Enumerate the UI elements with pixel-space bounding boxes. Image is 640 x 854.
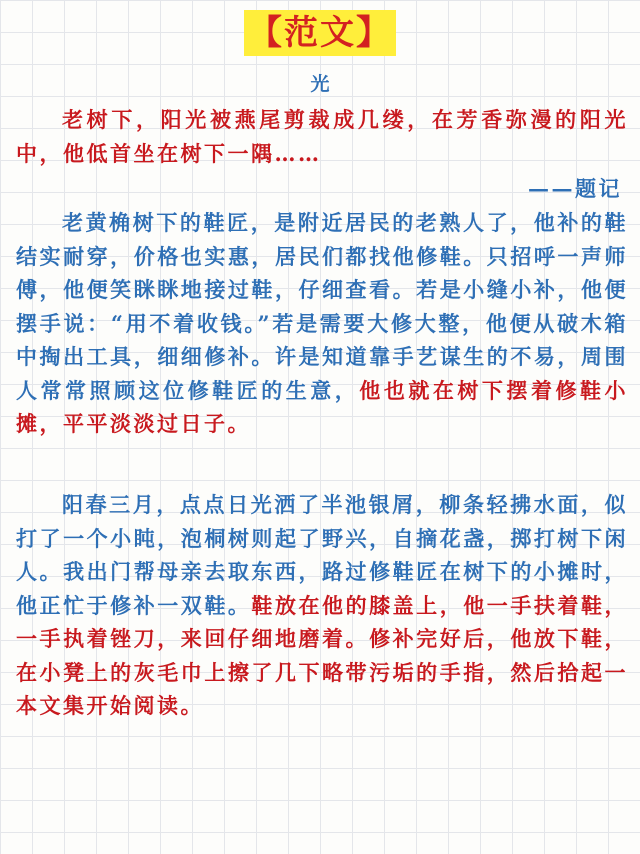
- epigraph: 老树下，阳光被燕尾剪裁成几缕，在芳香弥漫的阳光中，他低首坐在树下一隅……: [16, 107, 628, 166]
- paragraph-2: [16, 488, 628, 723]
- paragraph-1: [16, 206, 628, 441]
- paragraph-1-red-text: 他也就在树下摆着修鞋小摊，平平淡淡过日子。: [16, 377, 629, 436]
- paragraph-1-blue-text: 老黄桷树下的鞋匠，是附近居民的老熟人了，他补的鞋结实耐穿，价格也实惠，居民们都找他修鞋。只招呼一声师傅，他便笑眯眯地接过鞋，仔细查看。若是小缝小补，他便摆手说：“用不着收钱。”若是需要大修大整，他便从破木箱中掏出工具，细细修补。许是知道靠手艺谋生的不易，周围人常常照顾这位修鞋匠的生意，: [16, 210, 628, 403]
- section-title: 【范文】: [244, 10, 396, 56]
- header: [0, 10, 640, 56]
- epigraph-signature: ——题记: [528, 176, 622, 201]
- paragraph-2-blue-text: 阳春三月，点点日光洒了半池银屑，柳条轻拂水面，似打了一个小盹，泡桐树则起了野兴，自摘花盏，掷打树下闲人。我出门帮母亲去取东西，路过修鞋匠在树下的小摊时，他正忙于修补一双鞋。: [16, 492, 628, 618]
- paragraph-2-red-text: 鞋放在他的膝盖上，他一手扶着鞋，一手执着锉刀，来回仔细地磨着。修补完好后，他放下鞋，在小凳上的灰毛巾上擦了几下略带污垢的手指，然后拾起一本文集开始阅读。: [16, 592, 629, 718]
- essay-title: 光: [310, 73, 330, 95]
